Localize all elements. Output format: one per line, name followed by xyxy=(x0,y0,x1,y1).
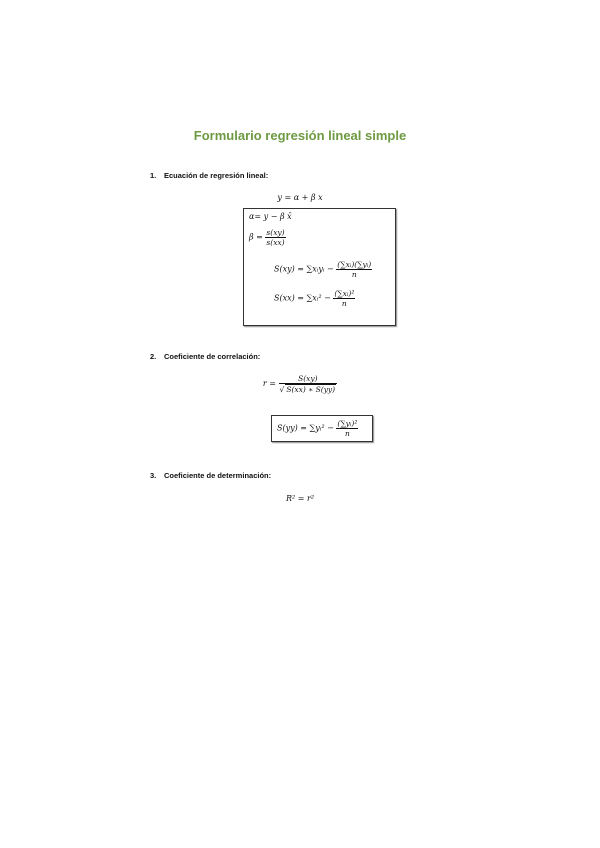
sxy-fraction xyxy=(336,260,372,279)
sxx-denominator: n xyxy=(341,299,347,308)
syy-fraction xyxy=(336,419,358,438)
beta-fraction xyxy=(265,228,285,247)
sxy-denominator: n xyxy=(351,270,357,279)
section-3-heading-text: Coeficiente de determinación: xyxy=(164,471,272,480)
syy-formula xyxy=(277,419,358,438)
section-1-heading-text: Ecuación de regresión lineal: xyxy=(164,171,269,180)
sxx-formula xyxy=(274,289,355,308)
beta-formula xyxy=(249,228,286,247)
sxy-lhs: S(xy) = ∑xᵢyᵢ − xyxy=(274,264,334,274)
section-2-heading-text: Coeficiente de correlación: xyxy=(164,352,261,361)
sxx-numerator: (∑xᵢ)² xyxy=(334,289,355,298)
beta-numerator: s(xy) xyxy=(266,228,285,237)
section-2-heading xyxy=(150,352,260,361)
sxy-formula xyxy=(274,260,372,279)
section-1-heading xyxy=(150,171,268,180)
r-lhs: r = xyxy=(262,379,276,388)
section-3-heading xyxy=(150,471,271,480)
r-radicand: S(xx) ∗ S(yy) xyxy=(286,385,336,394)
correlation-formula xyxy=(0,374,600,394)
syy-box xyxy=(271,415,373,442)
section-2-number: 2. xyxy=(150,352,157,361)
syy-lhs: S(yy) = ∑yᵢ² − xyxy=(277,423,334,433)
section-3-number: 3. xyxy=(150,471,157,480)
r-denominator: √ S(xx) ∗ S(yy) xyxy=(279,385,336,394)
sxy-numerator: (∑xᵢ)(∑yᵢ) xyxy=(337,260,372,269)
alpha-formula: α= y − β x̄ xyxy=(249,212,292,221)
section-1-number: 1. xyxy=(150,171,157,180)
page-title: Formulario regresión lineal simple xyxy=(193,128,407,143)
sxx-fraction xyxy=(333,289,355,308)
regression-formulas-box xyxy=(243,208,396,326)
sxx-lhs: S(xx) = ∑xᵢ² − xyxy=(274,293,331,303)
syy-denominator: n xyxy=(344,429,350,438)
r-numerator: S(xy) xyxy=(279,374,338,384)
determination-formula: R² = r² xyxy=(285,494,315,503)
syy-numerator: (∑yᵢ)² xyxy=(337,419,358,428)
beta-denominator: s(xx) xyxy=(266,238,285,247)
beta-lhs: β = xyxy=(249,232,263,242)
regression-equation: y = α + β x xyxy=(277,193,323,202)
r-fraction xyxy=(279,374,338,394)
